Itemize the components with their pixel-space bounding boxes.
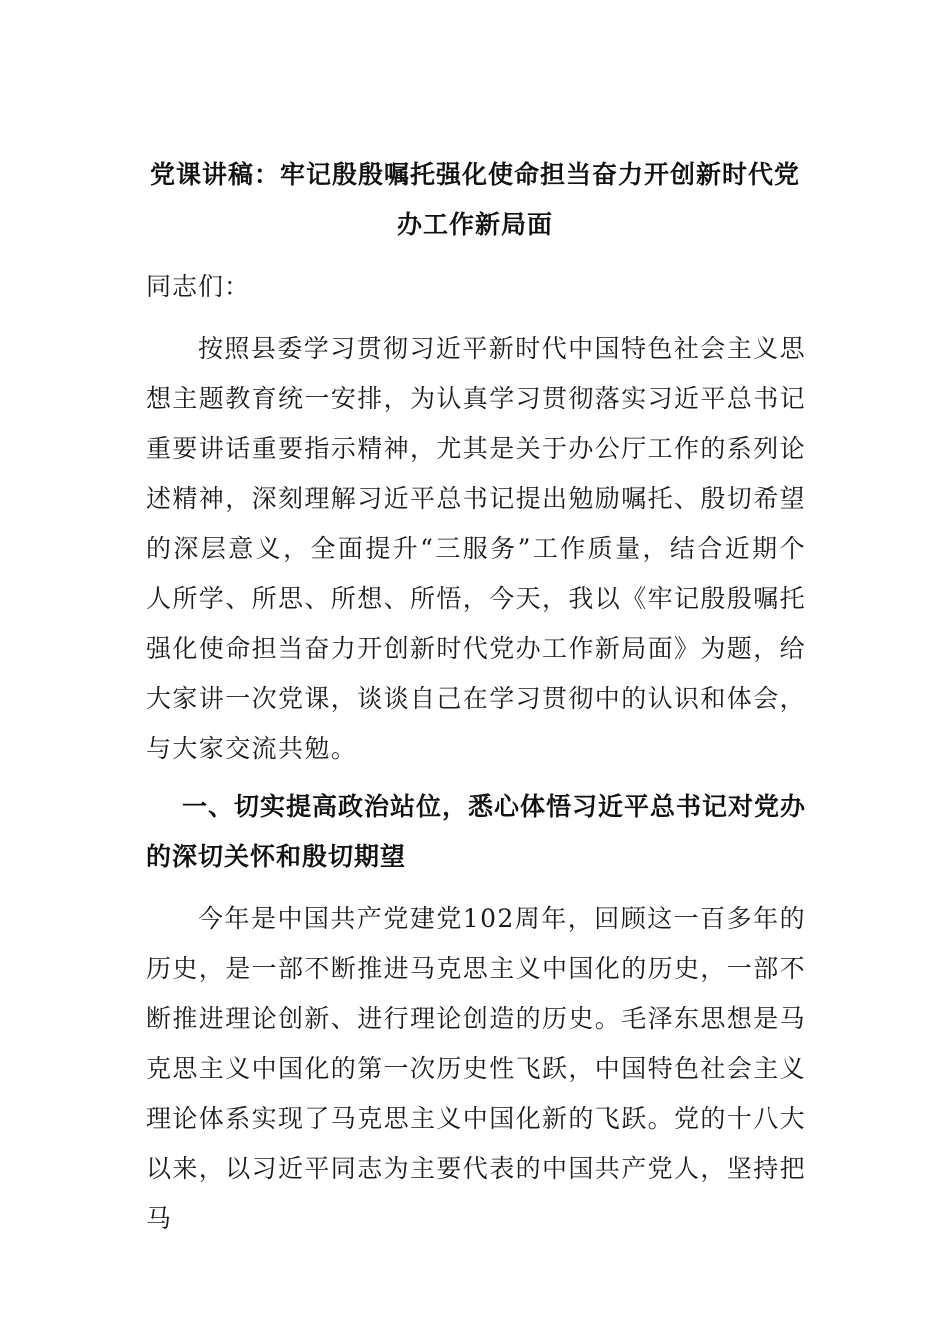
intro-paragraph: 按照县委学习贯彻习近平新时代中国特色社会主义思想主题教育统一安排，为认真学习贯彻落实习近平总书记重要讲话重要指示精神，尤其是关于办公厅工作的系列论述精神，深刻理解习近平总书记提出勉励嘱托、殷切希望的深层意义，全面提升“三服务”工作质量，结合近期个人所学、所思、所想、所悟，今天，我以《牢记殷殷嘱托强化使命担当奋力开创新时代党办工作新局面》为题，给大家讲一次党课，谈谈自己在学习贯彻中的认识和体会，与大家交流共勉。 xyxy=(146,334,807,763)
salutation: 同志们： xyxy=(146,272,251,301)
document-title: 党课讲稿：牢记殷殷嘱托强化使命担当奋力开创新时代党办工作新局面 xyxy=(149,160,800,239)
section-paragraph: 今年是中国共产党建党102周年，回顾这一百多年的历史，是一部不断推进马克思主义中国化的历史，一部不断推进理论创新、进行理论创造的历史。毛泽东思想是马克思主义中国化的第一次历史性飞跃，中国特色社会主义理论体系实现了马克思主义中国化新的飞跃。党的十八大以来，以习近平同志为主要代表的中国共产党人，坚持把马 xyxy=(146,904,807,1233)
section-heading: 一、切实提高政治站位，悉心体悟习近平总书记对党办的深切关怀和殷切期望 xyxy=(146,792,807,871)
